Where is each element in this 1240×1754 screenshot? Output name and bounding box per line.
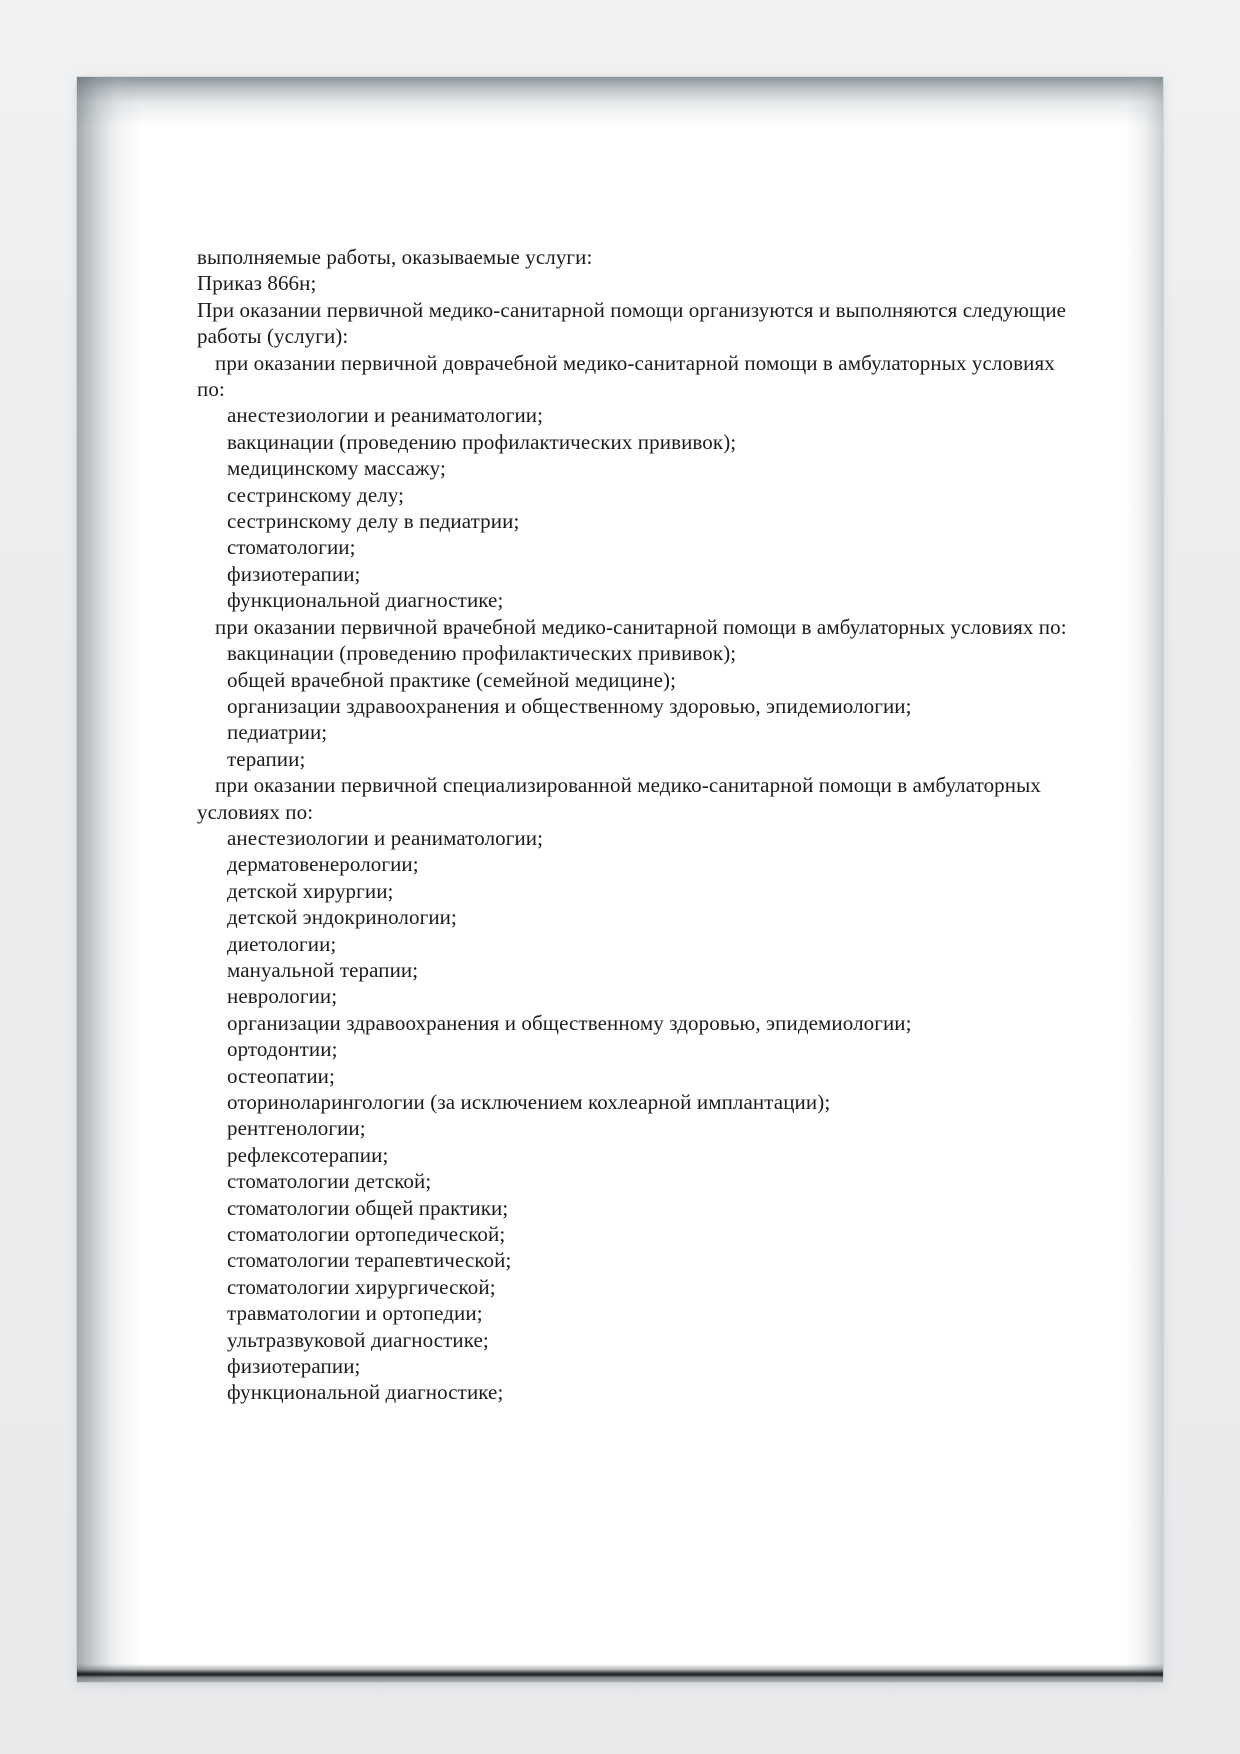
page-top-inner-shadow [77,77,1163,127]
document-line: общей врачебной практике (семейной медицине); [227,667,677,692]
document-line: функциональной диагностике; [227,1380,504,1405]
document-page [77,77,1163,1682]
document-line: Приказ 866н; [197,271,317,296]
document-line: работы (услуги): [197,324,349,349]
document-line: анестезиологии и реаниматологии; [227,403,544,428]
document-line: сестринскому делу; [227,482,405,507]
document-line: дерматовенерологии; [227,852,419,877]
document-line: вакцинации (проведению профилактических прививок); [227,429,737,454]
document-line: при оказании первичной доврачебной медико-санитарной помощи в амбулаторных условиях [215,350,1055,375]
document-line: по: [197,377,225,402]
document-line: остеопатии; [227,1063,335,1088]
document-line: вакцинации (проведению профилактических прививок); [227,641,737,666]
document-line: педиатрии; [227,720,328,745]
document-line: детской хирургии; [227,878,394,903]
document-line: при оказании первичной специализированной медико-санитарной помощи в амбулаторных [215,773,1041,798]
document-text [197,244,1127,1406]
document-line: ультразвуковой диагностике; [227,1327,489,1352]
document-line: рефлексотерапии; [227,1142,389,1167]
document-line: стоматологии; [227,535,356,560]
document-line: физиотерапии; [227,561,361,586]
document-line: стоматологии хирургической; [227,1274,496,1299]
document-line: При оказании первичной медико-санитарной помощи организуются и выполняются следующие [197,297,1067,322]
document-line: терапии; [227,746,306,771]
document-line: организации здравоохранения и общественному здоровью, эпидемиологии; [227,1010,912,1035]
page-left-inner-shadow [77,77,141,1682]
document-line: стоматологии общей практики; [227,1195,509,1220]
document-line: при оказании первичной врачебной медико-санитарной помощи в амбулаторных условиях по: [215,614,1067,639]
document-line: детской эндокринологии; [227,905,457,930]
document-line: выполняемые работы, оказываемые услуги: [197,245,593,269]
document-line: оториноларингологии (за исключением кохлеарной имплантации); [227,1090,831,1114]
document-line: стоматологии детской; [227,1169,432,1194]
document-line: стоматологии ортопедической; [227,1222,506,1247]
document-line: условиях по: [197,799,314,824]
document-line: функциональной диагностике; [227,588,504,613]
document-line: травматологии и ортопедии; [227,1301,483,1326]
document-line: сестринскому делу в педиатрии; [227,509,520,534]
page-bottom-inner-shadow [77,1664,1163,1682]
document-line: медицинскому массажу; [227,456,446,481]
document-line: диетологии; [227,931,337,956]
document-line: неврологии; [227,984,338,1009]
document-line: ортодонтии; [227,1037,338,1062]
document-line: рентгенологии; [227,1116,366,1141]
page-right-inner-shadow [1127,77,1163,1682]
document-line: физиотерапии; [227,1354,361,1379]
document-line: стоматологии терапевтической; [227,1248,512,1273]
document-line: анестезиологии и реаниматологии; [227,825,544,850]
document-line: мануальной терапии; [227,957,419,982]
document-line: организации здравоохранения и общественному здоровью, эпидемиологии; [227,693,912,718]
